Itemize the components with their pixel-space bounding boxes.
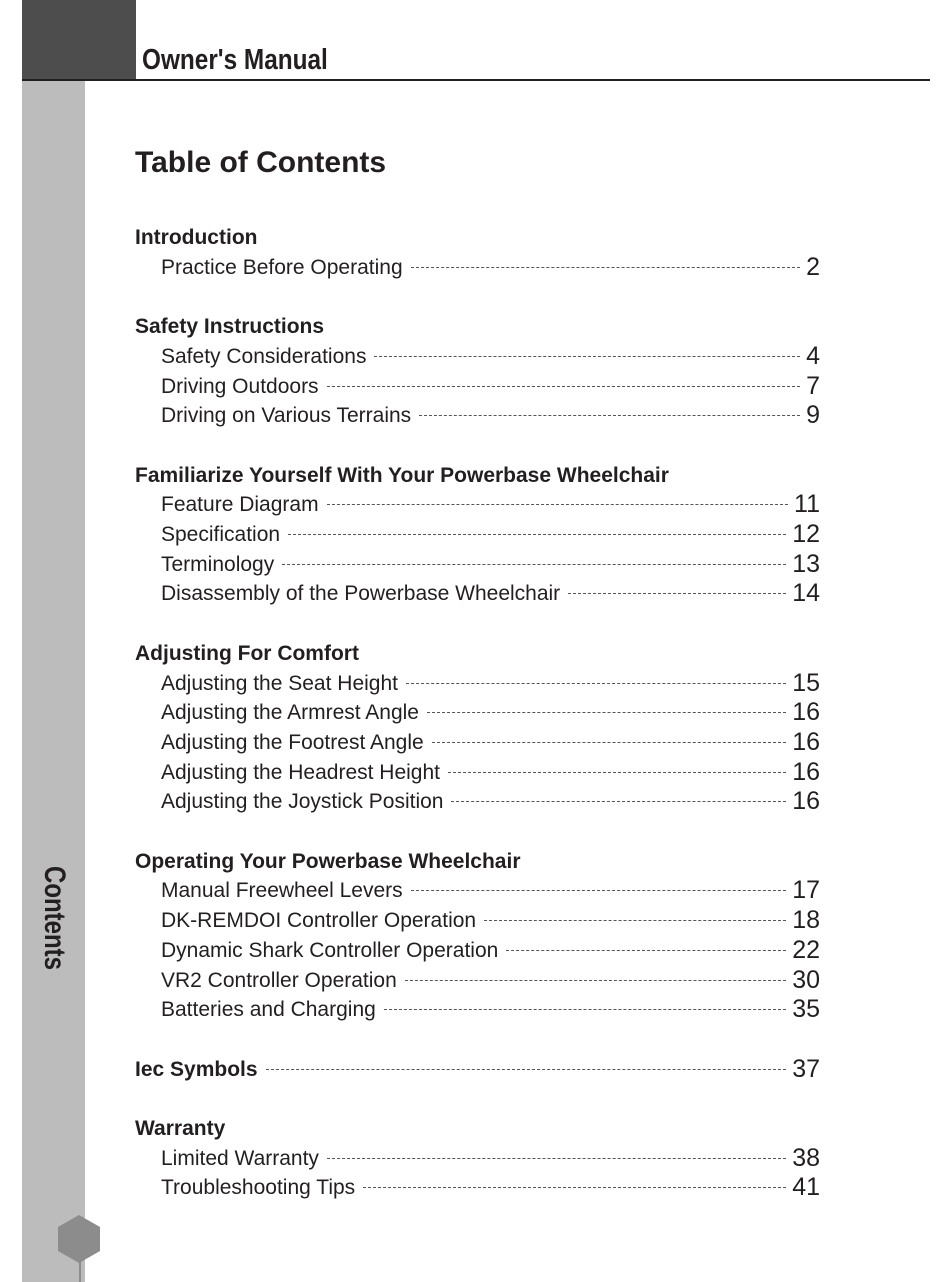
toc-entry-label: Adjusting the Headrest Height [161, 760, 440, 784]
toc-page-number: 38 [792, 1143, 820, 1172]
toc-leader [432, 742, 786, 743]
toc-leader [327, 504, 788, 505]
toc-leader [484, 920, 786, 921]
toc-leader [448, 772, 786, 773]
toc-entry [0, 253, 950, 283]
toc-entry-label: Adjusting the Armrest Angle [161, 701, 419, 725]
toc-entry [0, 698, 950, 728]
toc-entry-label: Feature Diagram [161, 493, 319, 517]
toc-page-number: 16 [792, 727, 820, 756]
toc-entry-label: Driving Outdoors [161, 374, 319, 398]
toc-section [0, 847, 950, 877]
toc-section-title: Warranty [135, 1117, 226, 1140]
toc-entry [0, 550, 950, 580]
toc-entry [0, 758, 950, 788]
toc-section [0, 461, 950, 491]
toc-section-title: Operating Your Powerbase Wheelchair [135, 849, 521, 873]
toc-entry [0, 342, 950, 372]
toc-leader [327, 1158, 786, 1159]
toc-page-number: 11 [794, 490, 820, 519]
toc-section [0, 223, 950, 253]
toc-entry-label: Driving on Various Terrains [161, 404, 412, 428]
toc-entry [0, 906, 950, 936]
toc-leader [363, 1187, 786, 1188]
toc-page-number: 12 [792, 520, 820, 548]
toc-entry-label: Disassembly of the Powerbase Wheelchair [161, 582, 561, 606]
toc-section [0, 1114, 950, 1144]
toc-leader [406, 683, 786, 684]
toc-section-title: Familiarize Yourself With Your Powerbase Wheelchair [135, 463, 669, 487]
toc-entry-label: Adjusting the Footrest Angle [161, 730, 424, 754]
toc-entry [0, 787, 950, 817]
toc-entry-label: Adjusting the Seat Height [161, 671, 398, 695]
sidebar-contents-label: Contents [38, 866, 71, 970]
toc-page-number: 37 [792, 1054, 820, 1083]
toc-leader [451, 801, 786, 802]
toc-section [0, 312, 950, 342]
toc-entry-label: Practice Before Operating [161, 255, 403, 279]
toc-entry [0, 401, 950, 431]
toc-section-title: Safety Instructions [135, 315, 325, 339]
toc-entry [0, 995, 950, 1025]
toc-leader [384, 1009, 786, 1010]
toc-leader [327, 386, 800, 387]
toc-leader [282, 564, 786, 565]
toc-page-number: 18 [792, 906, 820, 935]
toc-page-number: 16 [792, 757, 820, 786]
toc-leader [427, 712, 786, 713]
toc-entry [0, 372, 950, 402]
toc-page-number: 15 [792, 668, 820, 697]
toc-leader [419, 415, 800, 416]
toc-entry-label: Terminology [161, 552, 275, 576]
toc-leader [266, 1069, 786, 1070]
toc-page-number: 30 [792, 965, 820, 994]
manual-title: Owner's Manual [142, 44, 328, 76]
toc-section [0, 1055, 950, 1085]
toc-section-title: Adjusting For Comfort [135, 641, 359, 665]
toc-entry [0, 490, 950, 520]
toc-entry-label: Safety Considerations [161, 344, 367, 368]
toc-page-number: 9 [806, 401, 820, 430]
toc-leader [411, 267, 800, 268]
toc-leader [568, 593, 786, 594]
toc-entry [0, 669, 950, 699]
page-title: Table of Contents [135, 146, 387, 179]
toc-entry [0, 1144, 950, 1174]
toc-entry [0, 520, 950, 550]
toc-leader [411, 890, 786, 891]
toc-page-number: 7 [806, 371, 820, 400]
toc-leader [405, 980, 786, 981]
toc-entry-label: Troubleshooting Tips [161, 1176, 356, 1200]
toc-entry [0, 579, 950, 609]
toc-entry [0, 876, 950, 906]
toc-entry-label: Specification [161, 523, 281, 546]
toc-page-number: 4 [806, 341, 820, 370]
toc-entry [0, 966, 950, 996]
toc-page-number: 13 [792, 549, 820, 578]
toc-entry-label: Manual Freewheel Levers [161, 879, 403, 903]
toc-page-number: 35 [792, 995, 820, 1024]
toc-page-number: 22 [792, 935, 820, 964]
toc-entry [0, 728, 950, 758]
toc-entry [0, 1173, 950, 1203]
toc-page-number: 41 [792, 1173, 820, 1202]
toc-page-number: 2 [806, 252, 820, 281]
toc-page-number: 16 [792, 698, 820, 727]
toc-leader [506, 950, 786, 951]
toc-entry-label: Dynamic Shark Controller Operation [161, 938, 499, 962]
toc-entry [0, 936, 950, 966]
toc-section [0, 639, 950, 669]
toc-section-title: Introduction [135, 226, 258, 249]
toc-entry-label: Limited Warranty [161, 1146, 319, 1170]
toc-leader [288, 534, 786, 535]
toc-page-number: 17 [792, 876, 820, 905]
toc-entry-label: Batteries and Charging [161, 998, 376, 1022]
toc-section-title: Iec Symbols [135, 1057, 258, 1081]
toc-leader [374, 356, 800, 357]
toc-entry-label: Adjusting the Joystick Position [161, 790, 444, 814]
toc-entry-label: DK-REMDOI Controller Operation [161, 909, 477, 933]
toc-page-number: 16 [792, 787, 820, 816]
toc-entry-label: VR2 Controller Operation [161, 968, 397, 992]
toc-page-number: 14 [792, 579, 820, 608]
